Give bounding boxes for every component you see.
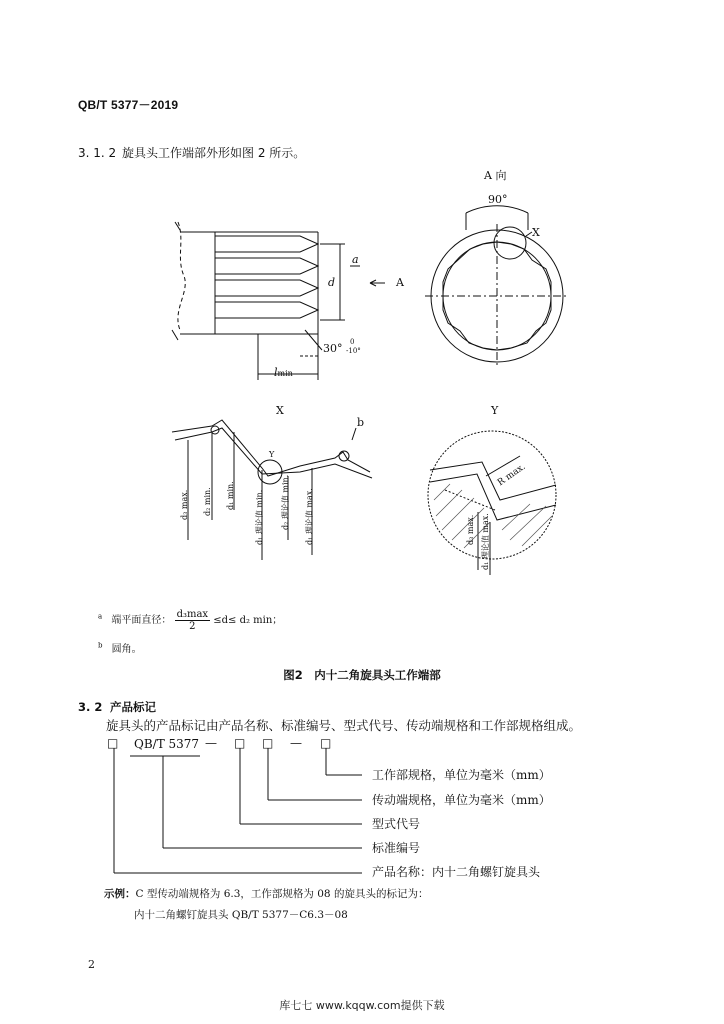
y-marker-label: Y [269, 450, 275, 459]
legend-work-size: 工作部规格，单位为毫米（mm） [372, 768, 551, 782]
d-label: d [328, 276, 336, 289]
code-dash-2: — [290, 736, 302, 750]
d1-min-label: d₁ min. [226, 481, 235, 510]
r-max-label: R max. [496, 461, 528, 489]
note-b: $^b$ 圆角。 [98, 641, 142, 655]
y-d3-max-label: d₃ max. [466, 514, 475, 545]
d2-min-label: d₂ min. [203, 487, 212, 516]
code-box-drive: □ [262, 736, 274, 750]
clause-number: 3. 1. 2 [78, 146, 117, 160]
legend-type-code: 型式代号 [372, 817, 421, 831]
tolerance-lower: -10° [346, 347, 361, 355]
code-box-name: □ [107, 736, 119, 750]
y-d1-theory-max-label: d₁ 理论值 max. [481, 513, 490, 570]
l-min-label: lmin [274, 366, 293, 379]
b-note-label: b [357, 416, 365, 429]
example-marking: 内十二角螺钉旋具头 QB/T 5377－C6.3－08 [134, 909, 348, 921]
example-text: 示例：C 型传动端规格为 6.3，工作部规格为 08 的旋具头的标记为： [104, 888, 429, 900]
page-number: 2 [88, 958, 95, 971]
legend-standard-number: 标准编号 [372, 841, 421, 855]
angle-90-label: 90° [488, 193, 508, 206]
detail-x-title: X [276, 404, 284, 417]
legend-product-name: 产品名称：内十二角螺钉旋具头 [372, 865, 541, 879]
tolerance-upper: 0 [350, 338, 355, 346]
detail-y-title: Y [491, 404, 499, 417]
a-note-label: a [352, 253, 359, 266]
code-box-type: □ [234, 736, 246, 750]
figure-caption: 图2 内十二角旋具头工作端部 [283, 668, 441, 682]
angle-30-label: 30° [323, 342, 343, 355]
section-3-2-heading [78, 699, 156, 715]
d3-max-label: d₃ max. [180, 489, 189, 520]
clause-text: 旋具头工作端部外形如图 2 所示。 [122, 146, 306, 160]
view-a-title: A 向 [484, 169, 507, 182]
standard-number: QB/T 5377－2019 [78, 98, 179, 112]
note-a: $^a$ 端平面直径： $\frac{\text{d₃max}}{2}$ ≤d≤ d₂ min； [98, 609, 283, 632]
code-dash-1: — [205, 736, 217, 750]
note-a-fraction: $\frac{\text{d₃max}}{2}$ [176, 609, 209, 632]
d1-theory-max-label: d₁ 理论值 max. [305, 488, 314, 545]
download-footer: 库七七 www.kqqw.com提供下载 [279, 999, 445, 1012]
d1-theory-min-label: d₁ 理论值 min. [255, 489, 264, 545]
section-number: 3. 2 [78, 700, 103, 714]
d2-theory-min-label: d₂ 理论值 min. [281, 474, 290, 530]
section-title: 产品标记 [110, 700, 156, 714]
x-callout-label: X [532, 226, 540, 239]
code-standard: QB/T 5377 [134, 737, 200, 751]
code-box-work: □ [320, 736, 332, 750]
legend-drive-size: 传动端规格，单位为毫米（mm） [372, 793, 551, 807]
a-direction-label: A [396, 276, 404, 289]
section-3-2-paragraph: 旋具头的产品标记由产品名称、标准编号、型式代号、传动端规格和工作部规格组成。 [106, 718, 582, 733]
